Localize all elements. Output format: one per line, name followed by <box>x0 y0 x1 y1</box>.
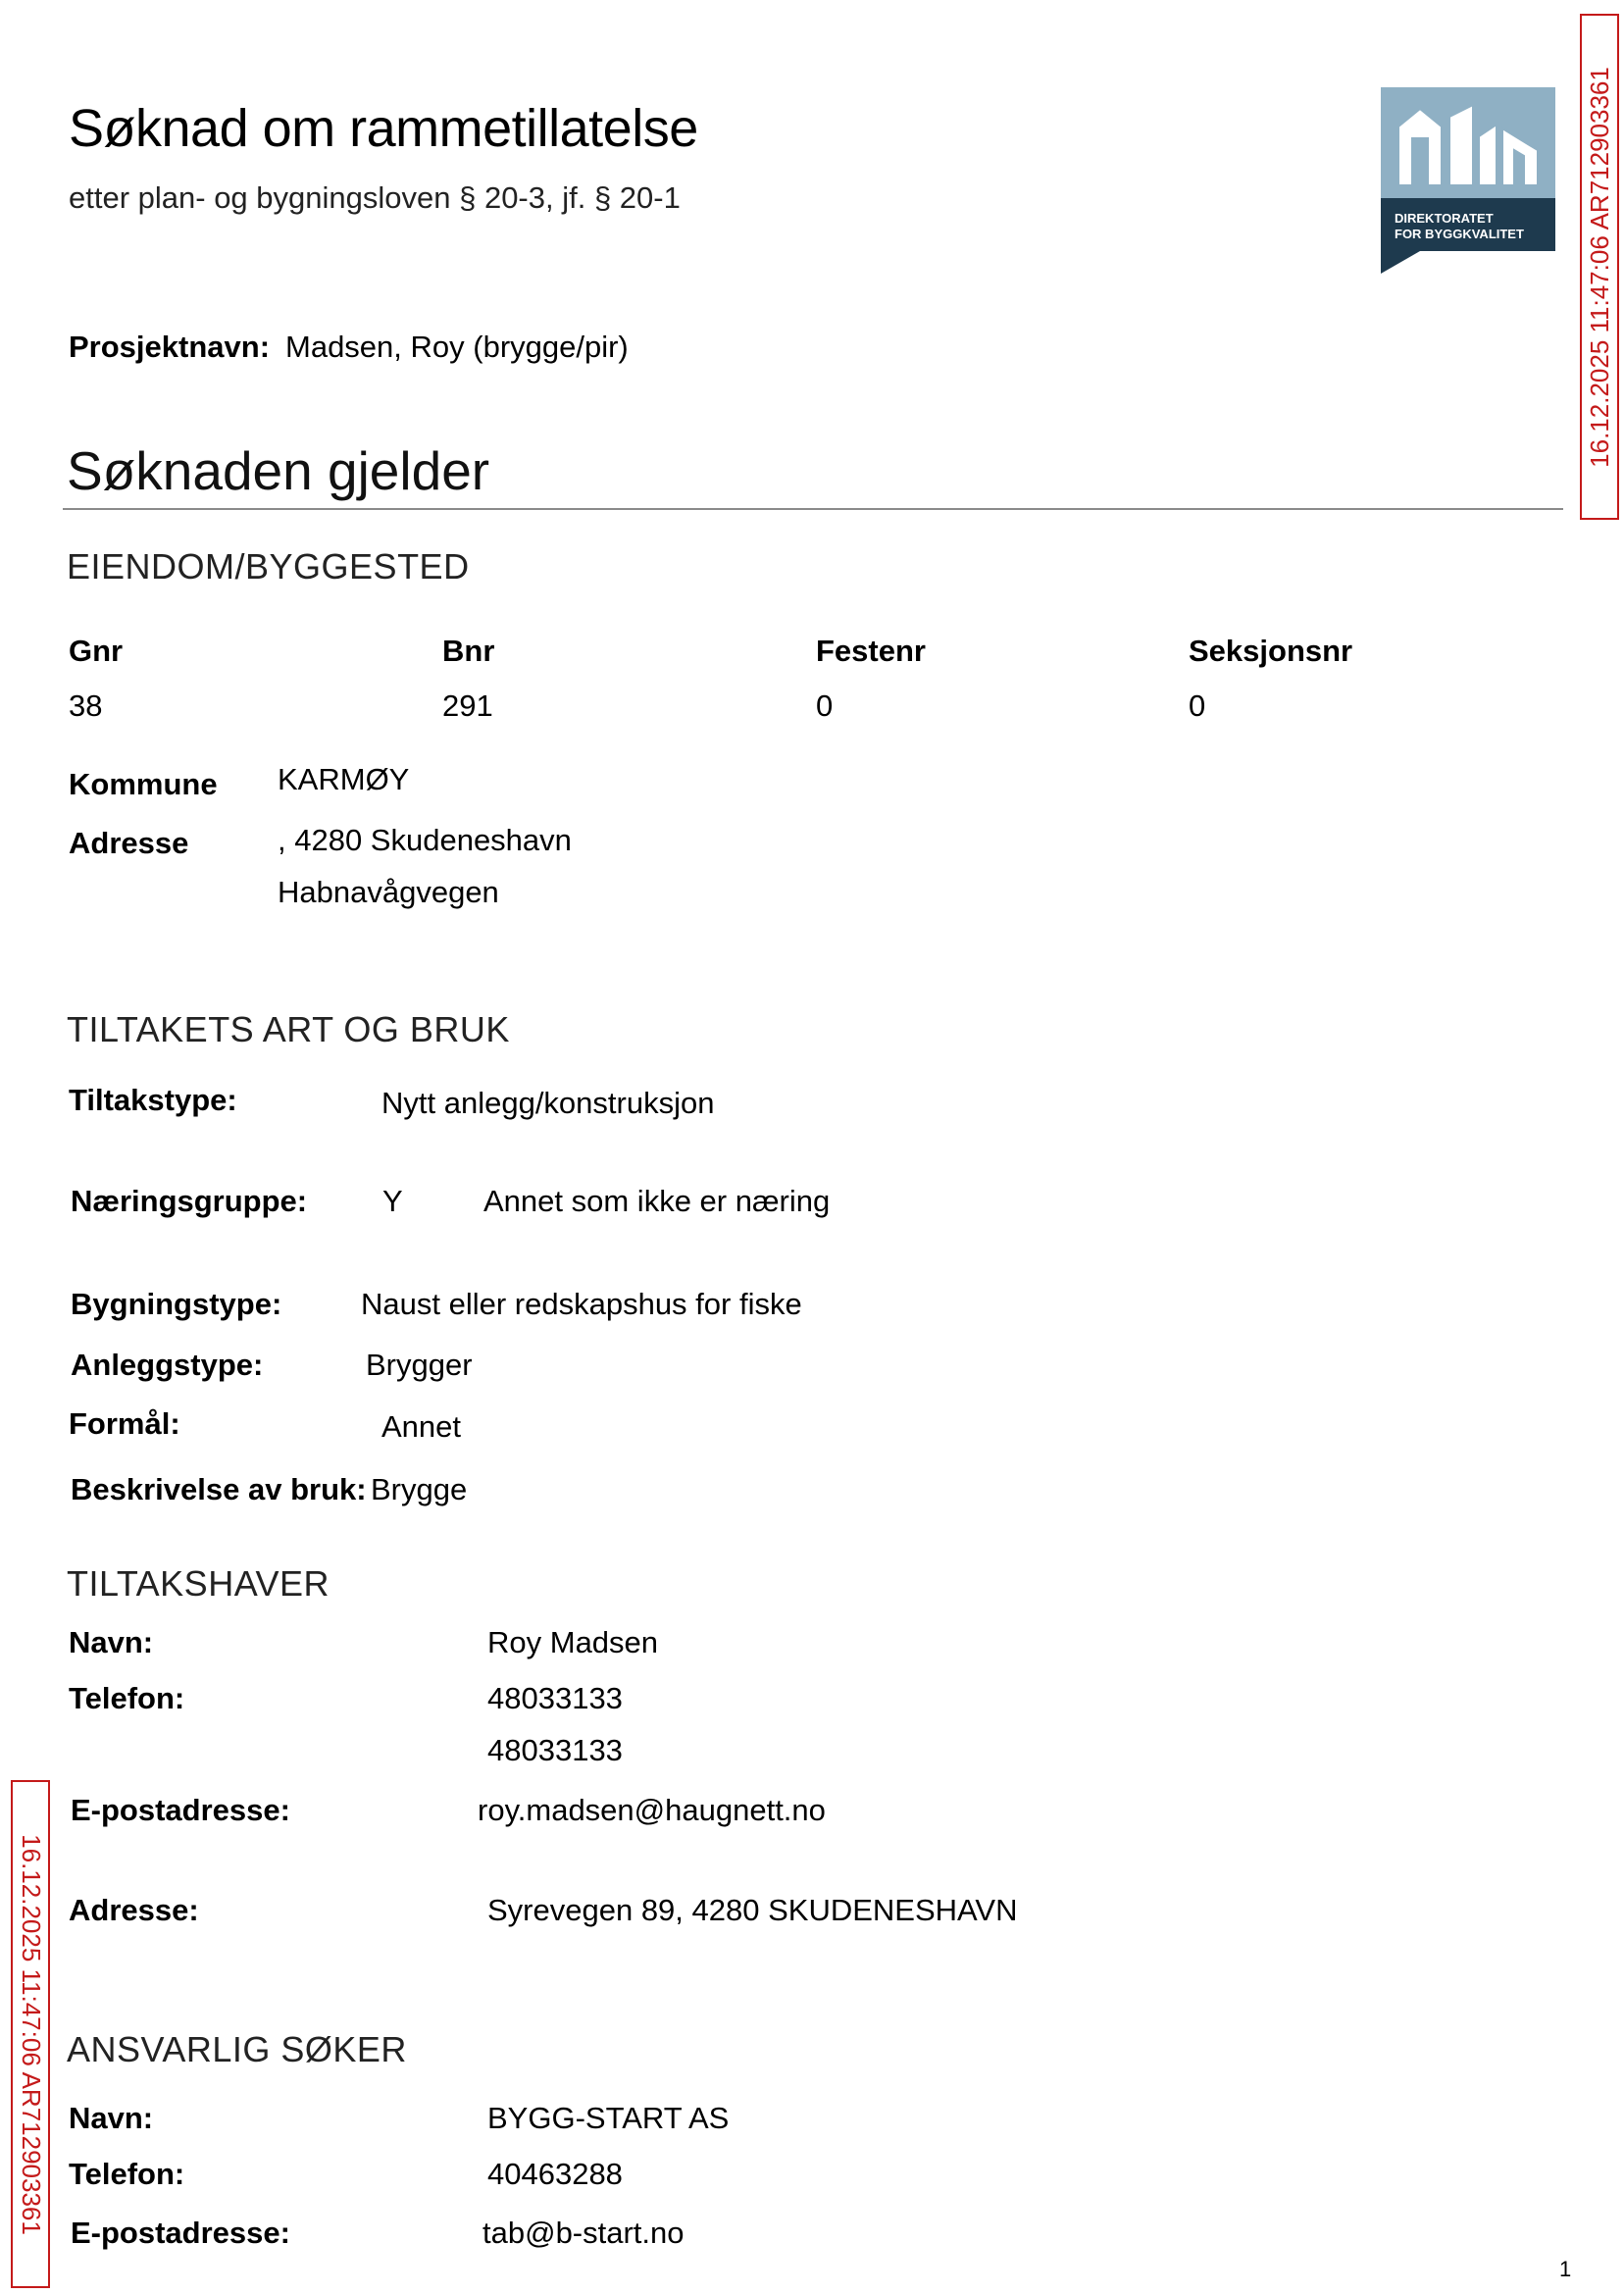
tiltakshaver-epost-label: E-postadresse: <box>71 1793 290 1827</box>
formal-value: Annet <box>381 1409 462 1444</box>
tiltakstype-value: Nytt anlegg/konstruksjon <box>381 1086 715 1120</box>
tiltak-heading: TILTAKETS ART OG BRUK <box>67 1009 510 1049</box>
document-subtitle: etter plan- og bygningsloven § 20-3, jf. § 20-1 <box>69 180 681 215</box>
tiltakshaver-heading: TILTAKSHAVER <box>67 1563 330 1604</box>
gnr-label: Gnr <box>69 634 124 668</box>
soker-telefon-value: 40463288 <box>487 2157 623 2191</box>
adresse-line2: Habnavågvegen <box>278 875 499 909</box>
adresse-line1: , 4280 Skudeneshavn <box>278 823 572 857</box>
ansvarlig-soker-heading: ANSVARLIG SØKER <box>67 2029 407 2069</box>
seksjonsnr-label: Seksjonsnr <box>1189 634 1353 668</box>
tiltakstype-label: Tiltakstype: <box>69 1083 237 1117</box>
naeringsgruppe-label: Næringsgruppe: <box>71 1184 308 1218</box>
logo-line-2: FOR BYGGKVALITET <box>1395 227 1524 241</box>
beskrivelse-label: Beskrivelse av bruk: <box>71 1472 367 1506</box>
soker-epost-value: tab@b-start.no <box>482 2216 685 2250</box>
logo-buildings-icon <box>1381 87 1555 198</box>
anleggstype-value: Brygger <box>366 1348 473 1382</box>
tiltakshaver-adresse-label: Adresse: <box>69 1893 199 1927</box>
timestamp-stamp-bottom <box>11 1780 50 2288</box>
bygningstype-label: Bygningstype: <box>71 1287 282 1321</box>
document-title: Søknad om rammetillatelse <box>69 99 698 158</box>
tiltakshaver-telefon-label: Telefon: <box>69 1681 185 1715</box>
logo-text <box>1395 211 1524 242</box>
bnr-label: Bnr <box>442 634 495 668</box>
section-heading: Søknaden gjelder <box>67 440 490 501</box>
project-label: Prosjektnavn: <box>69 330 271 364</box>
festenr-value: 0 <box>816 688 834 723</box>
formal-label: Formål: <box>69 1406 180 1441</box>
stamp-text-top: 16.12.2025 11:47:06 AR712903361 <box>1584 66 1614 468</box>
naeringsgruppe-code: Y <box>382 1184 403 1218</box>
eiendom-heading: EIENDOM/BYGGESTED <box>67 546 470 586</box>
naeringsgruppe-value: Annet som ikke er næring <box>483 1184 831 1218</box>
tiltakshaver-navn-value: Roy Madsen <box>487 1625 659 1659</box>
festenr-label: Festenr <box>816 634 926 668</box>
tiltakshaver-telefon-value-2: 48033133 <box>487 1733 623 1767</box>
project-value: Madsen, Roy (brygge/pir) <box>285 330 629 364</box>
kommune-value: KARMØY <box>278 762 410 796</box>
section-divider <box>63 508 1563 510</box>
direktoratet-logo <box>1381 87 1555 274</box>
soker-epost-label: E-postadresse: <box>71 2216 290 2250</box>
logo-line-1: DIREKTORATET <box>1395 211 1494 226</box>
logo-graphic <box>1381 87 1555 198</box>
seksjonsnr-value: 0 <box>1189 688 1206 723</box>
bnr-value: 291 <box>442 688 493 723</box>
page-number: 1 <box>1559 2257 1572 2281</box>
anleggstype-label: Anleggstype: <box>71 1348 264 1382</box>
soker-navn-label: Navn: <box>69 2101 154 2135</box>
timestamp-stamp-top <box>1580 14 1619 520</box>
tiltakshaver-epost-value: roy.madsen@haugnett.no <box>478 1793 826 1827</box>
adresse-label: Adresse <box>69 826 189 860</box>
soker-navn-value: BYGG-START AS <box>487 2101 730 2135</box>
beskrivelse-value: Brygge <box>371 1472 468 1506</box>
kommune-label: Kommune <box>69 767 218 801</box>
tiltakshaver-navn-label: Navn: <box>69 1625 154 1659</box>
soker-telefon-label: Telefon: <box>69 2157 185 2191</box>
stamp-text-bottom: 16.12.2025 11:47:06 AR712903361 <box>16 1833 46 2235</box>
bygningstype-value: Naust eller redskapshus for fiske <box>361 1287 802 1321</box>
logo-flag <box>1381 251 1420 274</box>
tiltakshaver-adresse-value: Syrevegen 89, 4280 SKUDENESHAVN <box>487 1893 1018 1927</box>
gnr-value: 38 <box>69 688 103 723</box>
tiltakshaver-telefon-value-1: 48033133 <box>487 1681 623 1715</box>
